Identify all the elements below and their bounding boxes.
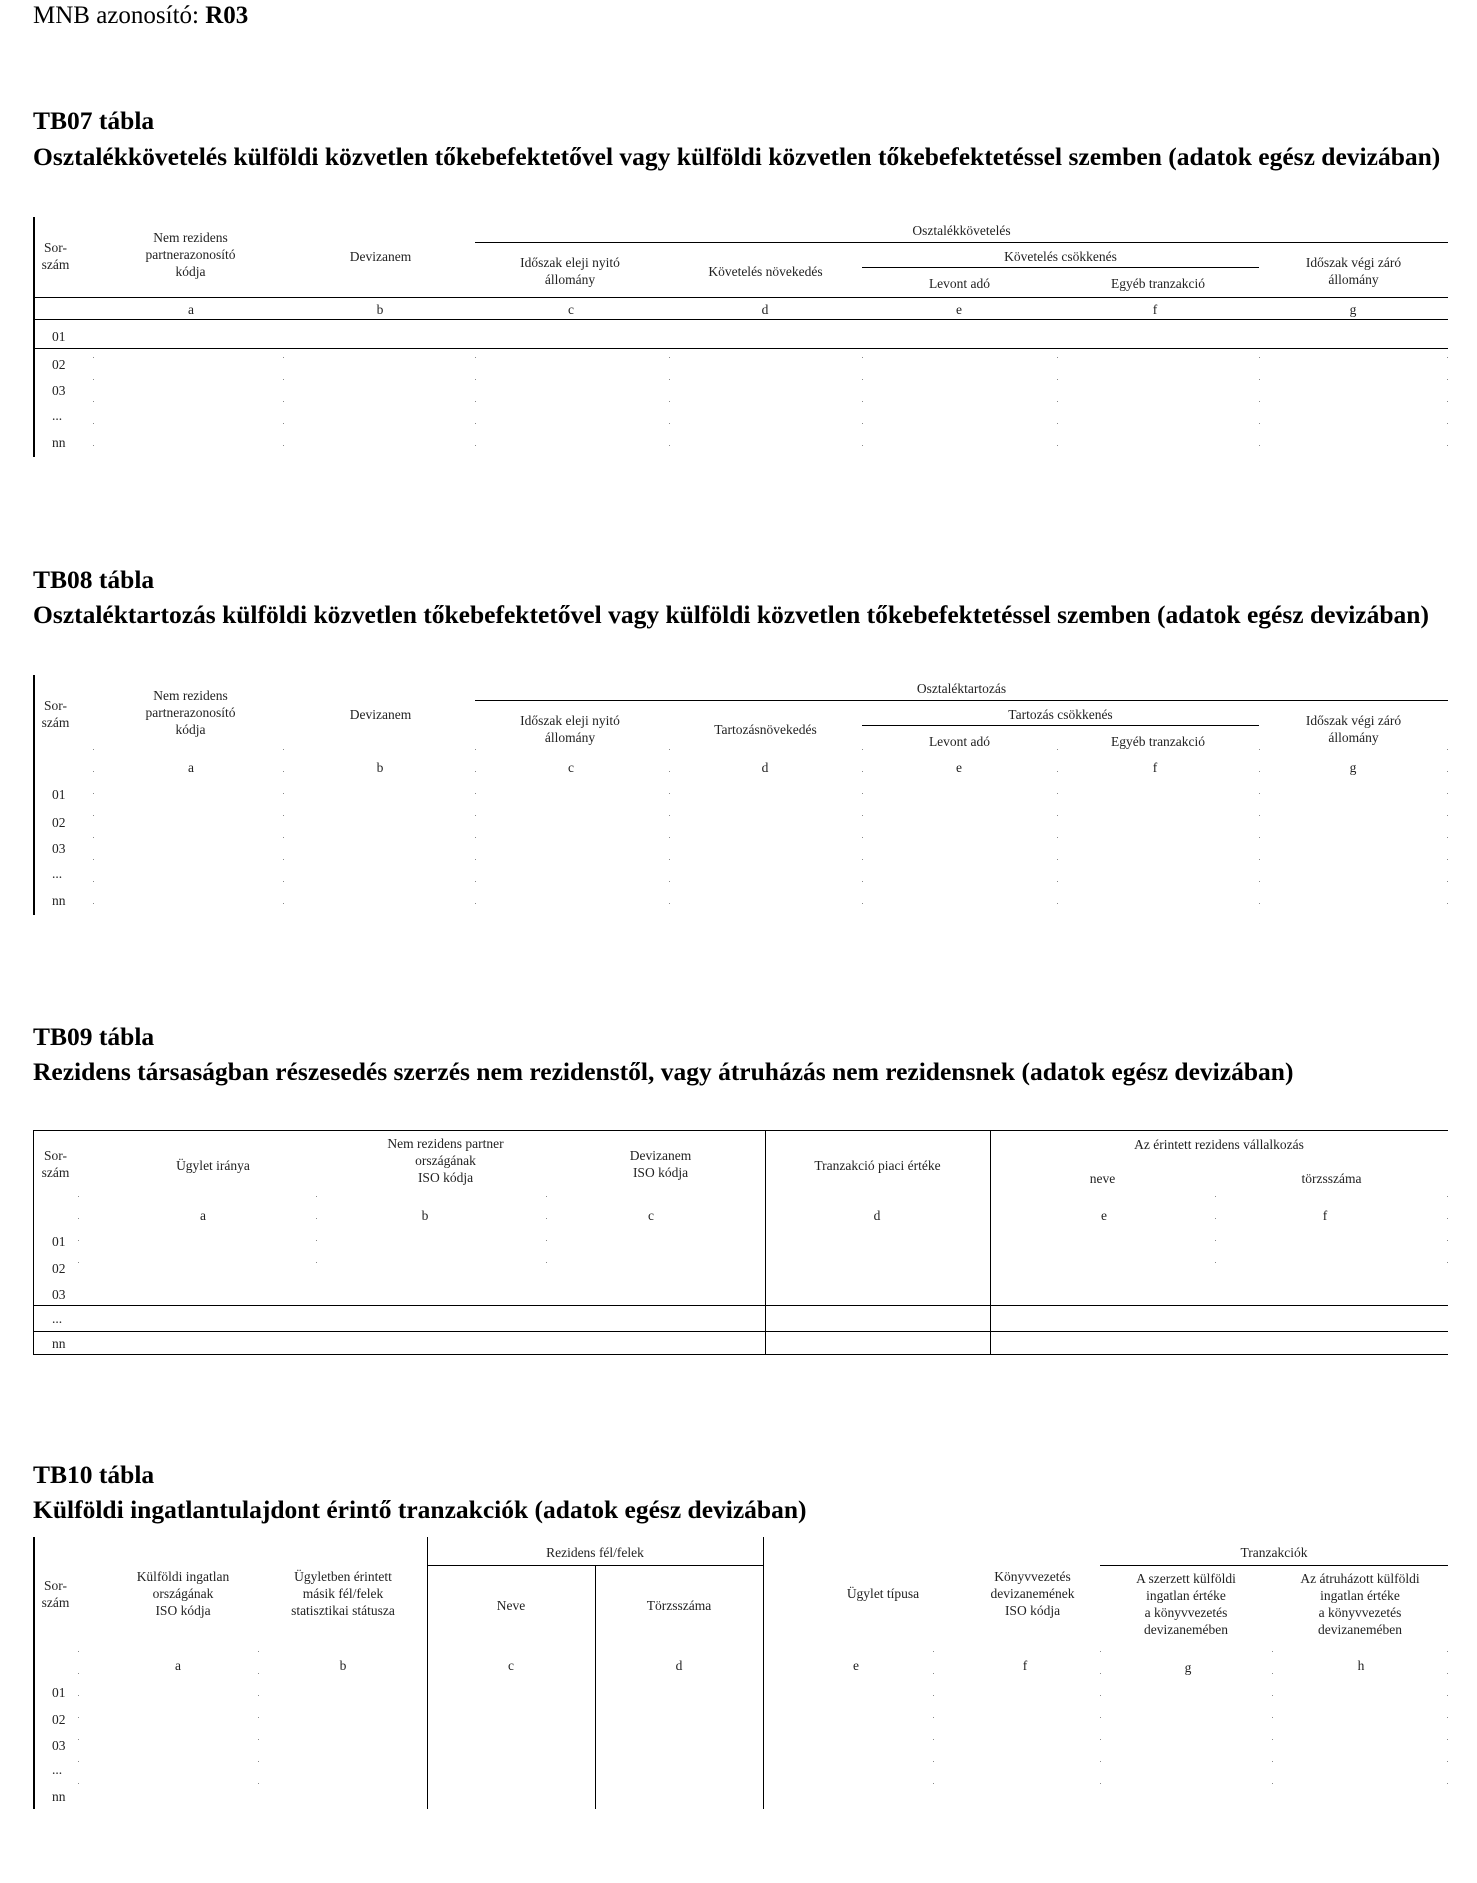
- cell-separator-dot: [475, 903, 476, 904]
- tb07-head-group: Osztalékkövetelés: [912, 223, 1011, 238]
- cell-separator-dot: [316, 1196, 317, 1197]
- cell-separator-dot: [546, 1240, 547, 1241]
- cell-separator-dot: [78, 1651, 79, 1652]
- cell-separator-dot: [475, 859, 476, 860]
- cell-separator-dot: [1259, 837, 1260, 838]
- cell-separator-dot: [283, 793, 284, 794]
- cell-separator-dot: [1447, 1262, 1448, 1263]
- tb09-head-col-c: Devizanem ISO kódja: [629, 1148, 692, 1180]
- tb09-letter-f: f: [1322, 1208, 1328, 1223]
- cell-separator-dot: [1057, 903, 1058, 904]
- cell-separator-dot: [475, 379, 476, 380]
- tb10-letter-h: h: [1357, 1658, 1365, 1673]
- cell-separator-dot: [669, 771, 670, 772]
- tb07-row-03: 03: [52, 383, 66, 398]
- cell-separator-dot: [1259, 815, 1260, 816]
- cell-separator-dot: [1272, 1739, 1273, 1740]
- cell-separator-dot: [78, 1739, 79, 1740]
- cell-separator-dot: [93, 379, 94, 380]
- tb08-head-col-f: Egyéb tranzakció: [1110, 734, 1206, 749]
- cell-separator-dot: [78, 1761, 79, 1762]
- cell-separator-dot: [93, 445, 94, 446]
- cell-separator-dot: [1215, 1262, 1216, 1263]
- cell-separator-dot: [78, 1717, 79, 1718]
- tb08-row-02: 02: [52, 815, 66, 830]
- cell-separator-dot: [1057, 401, 1058, 402]
- cell-separator-dot: [1272, 1761, 1273, 1762]
- cell-separator-dot: [1447, 1240, 1448, 1241]
- cell-separator-dot: [862, 401, 863, 402]
- cell-separator-dot: [862, 749, 863, 750]
- cell-separator-dot: [93, 815, 94, 816]
- cell-separator-dot: [93, 357, 94, 358]
- cell-separator-dot: [1272, 1717, 1273, 1718]
- cell-separator-dot: [283, 815, 284, 816]
- tb07-head-sorszam: Sor- szám: [41, 240, 70, 272]
- cell-separator-dot: [1259, 793, 1260, 794]
- cell-separator-dot: [1259, 771, 1260, 772]
- tb07-table: [33, 217, 1448, 457]
- mnb-identifier-label: MNB azonosító:: [33, 2, 199, 29]
- tb10-row-01: 01: [52, 1685, 66, 1700]
- cell-separator-dot: [93, 881, 94, 882]
- cell-separator-dot: [1057, 423, 1058, 424]
- tb07-letter-c: c: [568, 302, 574, 317]
- tb10-head-col-h: Az átruházott külföldi ingatlan értéke a könyvvezetés devizanemében: [1300, 1571, 1420, 1637]
- tb07-letter-e: e: [956, 302, 962, 317]
- cell-separator-dot: [283, 771, 284, 772]
- cell-separator-dot: [862, 445, 863, 446]
- cell-separator-dot: [283, 903, 284, 904]
- cell-separator-dot: [933, 1651, 934, 1652]
- cell-separator-dot: [669, 837, 670, 838]
- tb08-head-col-d: Tartozásnövekedés: [714, 722, 817, 737]
- cell-separator-dot: [862, 793, 863, 794]
- cell-separator-dot: [546, 1196, 547, 1197]
- cell-separator-dot: [93, 423, 94, 424]
- tb09-row-nn: nn: [52, 1336, 66, 1351]
- cell-separator-dot: [475, 357, 476, 358]
- cell-separator-dot: [862, 357, 863, 358]
- tb09-head-col-f: törzsszáma: [1301, 1171, 1362, 1186]
- tb09-head-sorszam: Sor- szám: [41, 1148, 70, 1180]
- tb10-head-col-a: Külföldi ingatlan országának ISO kódja: [136, 1569, 230, 1618]
- cell-separator-dot: [1057, 793, 1058, 794]
- cell-separator-dot: [475, 837, 476, 838]
- cell-separator-dot: [93, 749, 94, 750]
- tb08-head-col-g: Időszak végi záró állomány: [1305, 713, 1402, 745]
- tb09-head-col-e: neve: [1089, 1171, 1116, 1186]
- cell-separator-dot: [1215, 1196, 1216, 1197]
- cell-separator-dot: [1215, 1218, 1216, 1219]
- cell-separator-dot: [1057, 771, 1058, 772]
- cell-separator-dot: [78, 1218, 79, 1219]
- tb07-head-col-f: Egyéb tranzakció: [1110, 276, 1206, 291]
- tb10-head-col-f: Könyvvezetés devizanemének ISO kódja: [990, 1569, 1075, 1618]
- cell-separator-dot: [669, 903, 670, 904]
- tb10-head-col-b: Ügyletben érintett másik fél/felek statisztikai státusza: [291, 1569, 395, 1618]
- tb09-subtitle: Rezidens társaságban részesedés szerzés nem rezidenstől, vagy átruházás nem rezidensnek (adatok egész devizában): [33, 1057, 1294, 1086]
- tb08-head-col-e: Levont adó: [928, 734, 991, 749]
- cell-separator-dot: [1057, 881, 1058, 882]
- tb07-head-col-b: Devizanem: [349, 249, 412, 264]
- tb10-letter-b: b: [339, 1658, 347, 1673]
- tb07-subtitle: Osztalékkövetelés külföldi közvetlen tőkebefektetővel vagy külföldi közvetlen tőkebefektetéssel szemben (adatok egész devizában): [33, 142, 1441, 171]
- cell-separator-dot: [258, 1673, 259, 1674]
- cell-separator-dot: [1447, 1651, 1448, 1652]
- cell-separator-dot: [1447, 1783, 1448, 1784]
- cell-separator-dot: [93, 401, 94, 402]
- cell-separator-dot: [1447, 1196, 1448, 1197]
- cell-separator-dot: [1447, 1739, 1448, 1740]
- tb10-letter-c: c: [508, 1658, 514, 1673]
- tb10-head-col-g: A szerzett külföldi ingatlan értéke a könyvvezetés devizanemében: [1136, 1571, 1236, 1637]
- tb07-letter-g: g: [1349, 302, 1357, 317]
- cell-separator-dot: [475, 445, 476, 446]
- cell-separator-dot: [1447, 401, 1448, 402]
- cell-separator-dot: [93, 903, 94, 904]
- cell-separator-dot: [316, 1240, 317, 1241]
- cell-separator-dot: [669, 379, 670, 380]
- tb08-subtitle: Osztaléktartozás külföldi közvetlen tőkebefektetővel vagy külföldi közvetlen tőkebefektetéssel szemben (adatok egész devizában): [33, 600, 1429, 629]
- cell-separator-dot: [1100, 1695, 1101, 1696]
- cell-separator-dot: [78, 1262, 79, 1263]
- cell-separator-dot: [1272, 1695, 1273, 1696]
- cell-separator-dot: [1100, 1761, 1101, 1762]
- cell-separator-dot: [862, 859, 863, 860]
- tb07-row-nn: nn: [52, 435, 66, 450]
- cell-separator-dot: [258, 1695, 259, 1696]
- tb07-row-dots: ...: [52, 408, 63, 423]
- cell-separator-dot: [1100, 1783, 1101, 1784]
- cell-separator-dot: [1447, 445, 1448, 446]
- tb09-letter-c: c: [648, 1208, 654, 1223]
- tb10-head-group2: Tranzakciók: [1240, 1545, 1308, 1560]
- cell-separator-dot: [862, 881, 863, 882]
- cell-separator-dot: [669, 793, 670, 794]
- tb10-letter-d: d: [675, 1658, 683, 1673]
- cell-separator-dot: [1259, 859, 1260, 860]
- tb08-head-group: Osztaléktartozás: [916, 681, 1007, 696]
- cell-separator-dot: [1259, 357, 1260, 358]
- cell-separator-dot: [1259, 881, 1260, 882]
- cell-separator-dot: [546, 1218, 547, 1219]
- cell-separator-dot: [669, 401, 670, 402]
- cell-separator-dot: [283, 859, 284, 860]
- cell-separator-dot: [258, 1783, 259, 1784]
- cell-separator-dot: [1100, 1739, 1101, 1740]
- tb09-letter-b: b: [421, 1208, 429, 1223]
- cell-separator-dot: [78, 1240, 79, 1241]
- cell-separator-dot: [862, 771, 863, 772]
- cell-separator-dot: [283, 445, 284, 446]
- tb10-title: TB10 tábla: [33, 1460, 155, 1489]
- tb08-head-sorszam: Sor- szám: [41, 698, 70, 730]
- tb07-letter-a: a: [188, 302, 194, 317]
- cell-separator-dot: [933, 1717, 934, 1718]
- tb10-head-sorszam: Sor- szám: [41, 1578, 70, 1610]
- cell-separator-dot: [316, 1262, 317, 1263]
- tb10-head-col-d: Törzsszáma: [646, 1598, 712, 1613]
- tb09-row-03: 03: [52, 1287, 66, 1302]
- tb09-row-01: 01: [52, 1234, 66, 1249]
- tb07-title: TB07 tábla: [33, 106, 155, 135]
- cell-separator-dot: [78, 1673, 79, 1674]
- tb08-head-subgroup: Tartozás csökkenés: [1008, 707, 1113, 722]
- cell-separator-dot: [258, 1717, 259, 1718]
- cell-separator-dot: [1100, 1651, 1101, 1652]
- tb08-letter-e: e: [956, 760, 962, 775]
- cell-separator-dot: [1057, 749, 1058, 750]
- cell-separator-dot: [1447, 423, 1448, 424]
- tb08-row-03: 03: [52, 841, 66, 856]
- cell-separator-dot: [669, 445, 670, 446]
- tb10-letter-a: a: [175, 1658, 181, 1673]
- cell-separator-dot: [1447, 881, 1448, 882]
- cell-separator-dot: [78, 1695, 79, 1696]
- cell-separator-dot: [1259, 903, 1260, 904]
- tb08-head-col-b: Devizanem: [349, 707, 412, 722]
- tb10-subtitle: Külföldi ingatlantulajdont érintő tranzakciók (adatok egész devizában): [33, 1495, 807, 1524]
- tb08-row-dots: ...: [52, 866, 63, 881]
- cell-separator-dot: [258, 1651, 259, 1652]
- tb08-table: [33, 675, 1448, 915]
- tb07-head-subgroup: Követelés csökkenés: [1004, 249, 1117, 264]
- cell-separator-dot: [1447, 1761, 1448, 1762]
- mnb-identifier-code: R03: [205, 2, 249, 29]
- cell-separator-dot: [1100, 1717, 1101, 1718]
- tb09-head-col-b: Nem rezidens partner országának ISO kódja: [387, 1136, 504, 1185]
- cell-separator-dot: [93, 771, 94, 772]
- cell-separator-dot: [1259, 401, 1260, 402]
- cell-separator-dot: [1447, 903, 1448, 904]
- cell-separator-dot: [1259, 379, 1260, 380]
- cell-separator-dot: [78, 1196, 79, 1197]
- cell-separator-dot: [1447, 379, 1448, 380]
- cell-separator-dot: [862, 379, 863, 380]
- tb08-head-col-a: Nem rezidens partnerazonosító kódja: [145, 688, 236, 737]
- tb10-head-col-c: Neve: [496, 1598, 526, 1613]
- tb10-letter-e: e: [853, 1658, 859, 1673]
- cell-separator-dot: [1272, 1651, 1273, 1652]
- tb09-table: [33, 1130, 1448, 1355]
- cell-separator-dot: [933, 1761, 934, 1762]
- cell-separator-dot: [862, 423, 863, 424]
- cell-separator-dot: [1259, 749, 1260, 750]
- cell-separator-dot: [546, 1262, 547, 1263]
- cell-separator-dot: [93, 793, 94, 794]
- tb10-head-group1: Rezidens fél/felek: [546, 1545, 644, 1560]
- cell-separator-dot: [669, 881, 670, 882]
- cell-separator-dot: [669, 859, 670, 860]
- cell-separator-dot: [258, 1739, 259, 1740]
- cell-separator-dot: [862, 903, 863, 904]
- cell-separator-dot: [93, 859, 94, 860]
- tb08-letter-a: a: [188, 760, 194, 775]
- tb09-head-group: Az érintett rezidens vállalkozás: [1134, 1137, 1304, 1152]
- tb08-letter-c: c: [568, 760, 574, 775]
- tb10-row-nn: nn: [52, 1789, 66, 1804]
- cell-separator-dot: [475, 401, 476, 402]
- tb08-letter-d: d: [761, 760, 769, 775]
- tb08-head-col-c: Időszak eleji nyitó állomány: [520, 713, 620, 745]
- cell-separator-dot: [475, 815, 476, 816]
- tb09-title: TB09 tábla: [33, 1022, 155, 1051]
- tb09-head-col-d: Tranzakció piaci értéke: [814, 1158, 941, 1173]
- cell-separator-dot: [933, 1673, 934, 1674]
- cell-separator-dot: [1447, 815, 1448, 816]
- tb10-head-col-e: Ügylet típusa: [846, 1586, 920, 1601]
- cell-separator-dot: [669, 357, 670, 358]
- cell-separator-dot: [1447, 1717, 1448, 1718]
- tb10-row-03: 03: [52, 1738, 66, 1753]
- cell-separator-dot: [1057, 445, 1058, 446]
- cell-separator-dot: [316, 1218, 317, 1219]
- cell-separator-dot: [283, 881, 284, 882]
- cell-separator-dot: [475, 881, 476, 882]
- cell-separator-dot: [1100, 1673, 1101, 1674]
- cell-separator-dot: [283, 379, 284, 380]
- tb07-head-col-e: Levont adó: [928, 276, 991, 291]
- tb07-head-col-a: Nem rezidens partnerazonosító kódja: [145, 230, 236, 279]
- cell-separator-dot: [669, 423, 670, 424]
- tb09-letter-d: d: [873, 1208, 881, 1223]
- tb10-row-02: 02: [52, 1712, 66, 1727]
- cell-separator-dot: [1447, 771, 1448, 772]
- cell-separator-dot: [283, 423, 284, 424]
- tb07-letter-d: d: [761, 302, 769, 317]
- cell-separator-dot: [1447, 1673, 1448, 1674]
- cell-separator-dot: [283, 749, 284, 750]
- cell-separator-dot: [93, 837, 94, 838]
- cell-separator-dot: [933, 1695, 934, 1696]
- cell-separator-dot: [1259, 423, 1260, 424]
- tb08-row-01: 01: [52, 787, 66, 802]
- tb08-title: TB08 tábla: [33, 565, 155, 594]
- tb08-letter-g: g: [1349, 760, 1357, 775]
- cell-separator-dot: [475, 749, 476, 750]
- cell-separator-dot: [283, 837, 284, 838]
- cell-separator-dot: [933, 1783, 934, 1784]
- cell-separator-dot: [862, 815, 863, 816]
- tb09-head-col-a: Ügylet iránya: [176, 1158, 250, 1173]
- cell-separator-dot: [669, 749, 670, 750]
- tb07-head-col-d: Követelés növekedés: [708, 264, 823, 279]
- cell-separator-dot: [1057, 379, 1058, 380]
- tb07-head-col-g: Időszak végi záró állomány: [1305, 255, 1402, 287]
- tb08-letter-b: b: [376, 760, 384, 775]
- tb09-letter-a: a: [200, 1208, 206, 1223]
- cell-separator-dot: [283, 401, 284, 402]
- cell-separator-dot: [1447, 1218, 1448, 1219]
- cell-separator-dot: [283, 357, 284, 358]
- cell-separator-dot: [1259, 445, 1260, 446]
- cell-separator-dot: [475, 423, 476, 424]
- tb10-letter-g: g: [1184, 1660, 1192, 1675]
- cell-separator-dot: [475, 771, 476, 772]
- cell-separator-dot: [1447, 749, 1448, 750]
- cell-separator-dot: [1057, 815, 1058, 816]
- tb10-letter-f: f: [1022, 1658, 1028, 1673]
- tb07-row-02: 02: [52, 357, 66, 372]
- cell-separator-dot: [1272, 1783, 1273, 1784]
- mnb-identifier: [33, 2, 248, 30]
- cell-separator-dot: [1447, 357, 1448, 358]
- cell-separator-dot: [1447, 793, 1448, 794]
- cell-separator-dot: [258, 1761, 259, 1762]
- cell-separator-dot: [933, 1739, 934, 1740]
- cell-separator-dot: [1447, 1695, 1448, 1696]
- tb07-letter-b: b: [376, 302, 384, 317]
- tb08-letter-f: f: [1152, 760, 1158, 775]
- cell-separator-dot: [1057, 859, 1058, 860]
- cell-separator-dot: [1057, 357, 1058, 358]
- cell-separator-dot: [1057, 837, 1058, 838]
- cell-separator-dot: [1447, 837, 1448, 838]
- tb09-row-dots: ...: [52, 1311, 63, 1326]
- tb07-head-col-c: Időszak eleji nyitó állomány: [520, 255, 620, 287]
- tb09-letter-e: e: [1101, 1208, 1107, 1223]
- cell-separator-dot: [669, 815, 670, 816]
- tb07-row-01: 01: [52, 329, 66, 344]
- cell-separator-dot: [862, 837, 863, 838]
- cell-separator-dot: [1447, 859, 1448, 860]
- tb10-row-dots: ...: [52, 1762, 63, 1777]
- cell-separator-dot: [475, 793, 476, 794]
- cell-separator-dot: [1272, 1673, 1273, 1674]
- tb07-letter-f: f: [1152, 302, 1158, 317]
- cell-separator-dot: [1215, 1240, 1216, 1241]
- tb09-row-02: 02: [52, 1261, 66, 1276]
- tb10-table: [33, 1537, 1448, 1809]
- cell-separator-dot: [78, 1783, 79, 1784]
- tb08-row-nn: nn: [52, 893, 66, 908]
